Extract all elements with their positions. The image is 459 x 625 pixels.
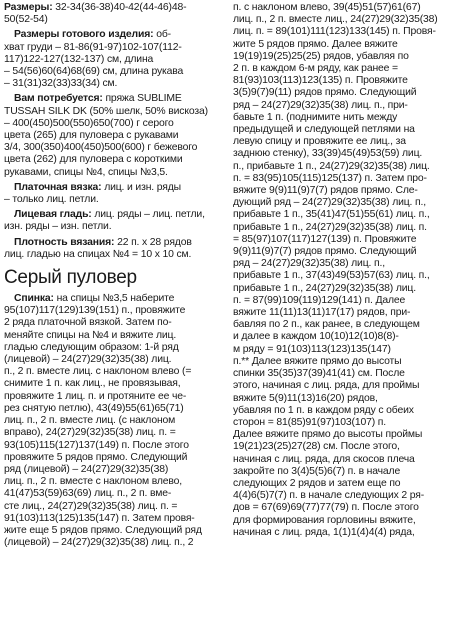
text-line: гладью следующим образом: 1-й ряд	[4, 341, 179, 353]
text-line: этого, начиная с лиц. ряда, для проймы	[233, 380, 420, 392]
sizes-paragraph	[4, 2, 228, 26]
text-line: жите еще 5 рядов прямо. Следующий ряд	[4, 524, 202, 536]
text-line: лиц. п., 2 п. вместе лиц., 24(27)29(32)35(38)	[233, 14, 438, 26]
finished-size-text: – 54(56)60(64)68(69) см, длина рукава	[4, 66, 184, 78]
sizes-label: Размеры:	[4, 2, 53, 13]
text-line: вправо), 24(27)29(32)35(38) лиц. п. =	[4, 427, 176, 439]
back-label: Спинка:	[14, 293, 54, 305]
text-line: следующих 2 рядов и затем еще по	[233, 477, 401, 489]
garter-stitch-paragraph	[4, 182, 228, 206]
text-line: прибавьте 1 п., 24(27)29(32)35(38) лиц.	[233, 282, 416, 294]
text-line: начиная с лиц. ряда, для скосов плеча	[233, 453, 415, 465]
text-line: (лицевой) – 24(27)29(32)35(38) лиц.	[4, 354, 172, 366]
text-line: меняйте спицы на №4 и вяжите лиц.	[4, 329, 177, 341]
text-line: 95(107)117(129)139(151) п., провяжите	[4, 305, 186, 317]
text-line: 41(47)53(59)63(69) лиц. п., 2 п. вме-	[4, 488, 172, 500]
text-line: ряд (лицевой) – 24(27)29(32)35(38)	[4, 463, 169, 475]
text-line: бавляя по 2 п., как ранее, в следующем	[233, 319, 420, 331]
gauge-label: Плотность вязания:	[14, 236, 115, 248]
text-line: п. = 83(95)105(115)125(137) п. Затем про-	[233, 172, 427, 184]
text-line: 93(105)115(127)137(149) п. После этого	[4, 439, 189, 451]
text-line: 91(103)113(125)135(147) п. Затем провя-	[4, 512, 195, 524]
stockinette-label: Лицевая гладь:	[14, 209, 92, 221]
garter-stitch-label: Платочная вязка:	[14, 181, 102, 193]
text-line: закройте по 3(4)5(5)6(7) п. в начале	[233, 465, 401, 477]
materials-text: TUSSAH SILK DK (50% шелк, 50% вискоза)	[4, 105, 208, 117]
stockinette-text: изн. ряды – изн. петли.	[4, 221, 112, 233]
gauge-text: 22 п. x 28 рядов	[114, 236, 192, 248]
finished-size-text: – 31(31)32(33)33(34) см.	[4, 78, 118, 90]
text-line: заднюю стенку), 33(39)45(49)53(59) лиц.	[233, 148, 423, 160]
materials-text: 3/4, 300(350)400(450)500(600) г бежевого	[4, 142, 198, 154]
text-line: предыдущей и следующей петлями на	[233, 124, 415, 136]
text-line: п., прибавьте 1 п., 24(27)29(32)35(38) лиц.	[233, 160, 430, 172]
text-line: Далее вяжите прямо до высоты проймы	[233, 429, 423, 441]
text-line: 2 п. в каждом 6-м ряду, как ранее =	[233, 63, 398, 75]
sizes-text: 32-34(36-38)40-42(44-46)48-	[52, 2, 187, 13]
text-line: провяжите 5 рядов прямо. Следующий	[4, 451, 188, 463]
text-line: п.** Далее вяжите прямо до высоты	[233, 355, 402, 367]
finished-size-paragraph	[4, 29, 228, 90]
text-line: лиц. п., 2 п. вместе с наклоном влево,	[4, 476, 183, 488]
text-line: начиная с лиц. ряда, 1(1)1(4)4(4) ряда,	[233, 526, 415, 538]
text-line: рез снятую петлю), 43(49)55(61)65(71)	[4, 402, 184, 414]
text-line: п., 2 п. вместе лиц. с наклоном влево (=	[4, 366, 192, 378]
back-paragraph	[4, 293, 228, 549]
finished-size-label: Размеры готового изделия:	[14, 29, 154, 41]
text-line: = 85(97)107(117)127(139) п. Провяжите	[233, 233, 417, 245]
text-line: вяжите 5(9)11(13)16(20) рядов,	[233, 392, 378, 404]
materials-label: Вам потребуется:	[14, 93, 103, 105]
garter-stitch-text: лиц. и изн. ряды	[101, 181, 181, 193]
materials-text: цвета (262) для пуловера с короткими	[4, 154, 183, 166]
materials-text: пряжа SUBLIME	[102, 93, 182, 105]
text-line: бавьте 1 п. (поднимите нить между	[233, 111, 398, 123]
text-line: вяжите 9(9)11(9)7(7) рядов прямо. Сле-	[233, 185, 418, 197]
stockinette-text: лиц. ряды – лиц. петли,	[91, 209, 205, 221]
text-line: 4(4)6(5)7(7) п. в начале следующих 2 ря-	[233, 490, 425, 502]
text-line: сте лиц., 24(27)29(32)35(38) лиц. п. =	[4, 500, 178, 512]
text-line: дов = 67(69)69(77)77(79) п. После этого	[233, 502, 419, 514]
text-line: убавляя по 1 п. в каждом ряду с обеих	[233, 404, 414, 416]
text-line: жите 5 рядов прямо. Далее вяжите	[233, 38, 398, 50]
stockinette-paragraph	[4, 209, 228, 233]
text-line: п. с наклоном влево, 39(45)51(57)61(67)	[233, 2, 421, 13]
gauge-text: лиц. гладью на спицах №4 = 10 x 10 см.	[4, 248, 192, 260]
text-line: (лицевой) – 24(27)29(32)35(38) лиц. п., 2	[4, 537, 194, 549]
text-line: 19(21)23(25)27(28) см. После этого,	[233, 441, 400, 453]
text-line: 81(93)103(113)123(135) п. Провяжите	[233, 75, 408, 87]
materials-text: рукавами, спицы №4, спицы №3,5.	[4, 166, 168, 178]
text-line: 3(5)9(7)9(11) рядов прямо. Следующий	[233, 87, 417, 99]
text-line: дующий ряд – 24(27)29(32)35(38) лиц. п.,	[233, 197, 426, 209]
text-line: прибавьте 1 п., 24(27)29(32)35(38) лиц. п.	[233, 221, 427, 233]
section-title: Серый пуловер	[4, 267, 137, 289]
text-line: спинки 35(35)37(39)41(41) см. После	[233, 368, 405, 380]
finished-size-text: хват груди – 81-86(91-97)102-107(112-	[4, 41, 182, 53]
text-line: ряд – 24(27)29(32)35(38) лиц. п., при-	[233, 99, 408, 111]
text-line: лиц. п., 2 п. вместе лиц. (с наклоном	[4, 415, 176, 427]
text-line: левую спицу и провяжите ее лиц., за	[233, 136, 406, 148]
text-line: 2 ряда платочной вязкой. Затем по-	[4, 317, 172, 329]
back-text: на спицы №3,5 наберите	[53, 293, 175, 305]
gauge-paragraph	[4, 237, 228, 261]
text-line: снимите 1 п. как лиц., не провязывая,	[4, 378, 181, 390]
sizes-text: 50(52-54)	[4, 14, 48, 26]
materials-paragraph	[4, 93, 228, 178]
text-line: ряд – 24(27)29(32)35(38) лиц. п.,	[233, 258, 385, 270]
text-line: 19(19)19(25)25(25) рядов, убавляя по	[233, 50, 409, 62]
text-line: для формирования горловины вяжите,	[233, 514, 416, 526]
finished-size-text: 117)122-127(132-137) см, длина	[4, 53, 154, 65]
text-line: м ряду = 91(103)113(123)135(147)	[233, 343, 391, 355]
text-line: 9(9)11(9)7(7) рядов прямо. Следующий	[233, 246, 417, 258]
text-line: сторон = 81(85)91(97)103(107) п.	[233, 416, 387, 428]
finished-size-text: об-	[153, 29, 171, 41]
garter-stitch-text: – только лиц. петли.	[4, 194, 99, 206]
right-column	[233, 2, 455, 539]
materials-text: цвета (265) для пуловера с рукавами	[4, 130, 179, 142]
text-line: прибавьте 1 п., 35(41)47(51)55(61) лиц. п.,	[233, 209, 430, 221]
text-line: вяжите 11(11)13(11)17(17) рядов, при-	[233, 307, 411, 319]
materials-text: – 400(450)500(550)650(700) г серого	[4, 117, 174, 129]
left-column	[4, 2, 228, 552]
text-line: провяжите 1 лиц. п. и протяните ее че-	[4, 390, 187, 402]
text-line: п. = 87(99)109(119)129(141) п. Далее	[233, 294, 406, 306]
text-line: лиц. п. = 89(101)111(123)133(145) п. Провя-	[233, 26, 436, 38]
text-line: прибавьте 1 п., 37(43)49(53)57(63) лиц. п.,	[233, 270, 430, 282]
text-line: и далее в каждом 10(10)12(10)8(8)-	[233, 331, 399, 343]
